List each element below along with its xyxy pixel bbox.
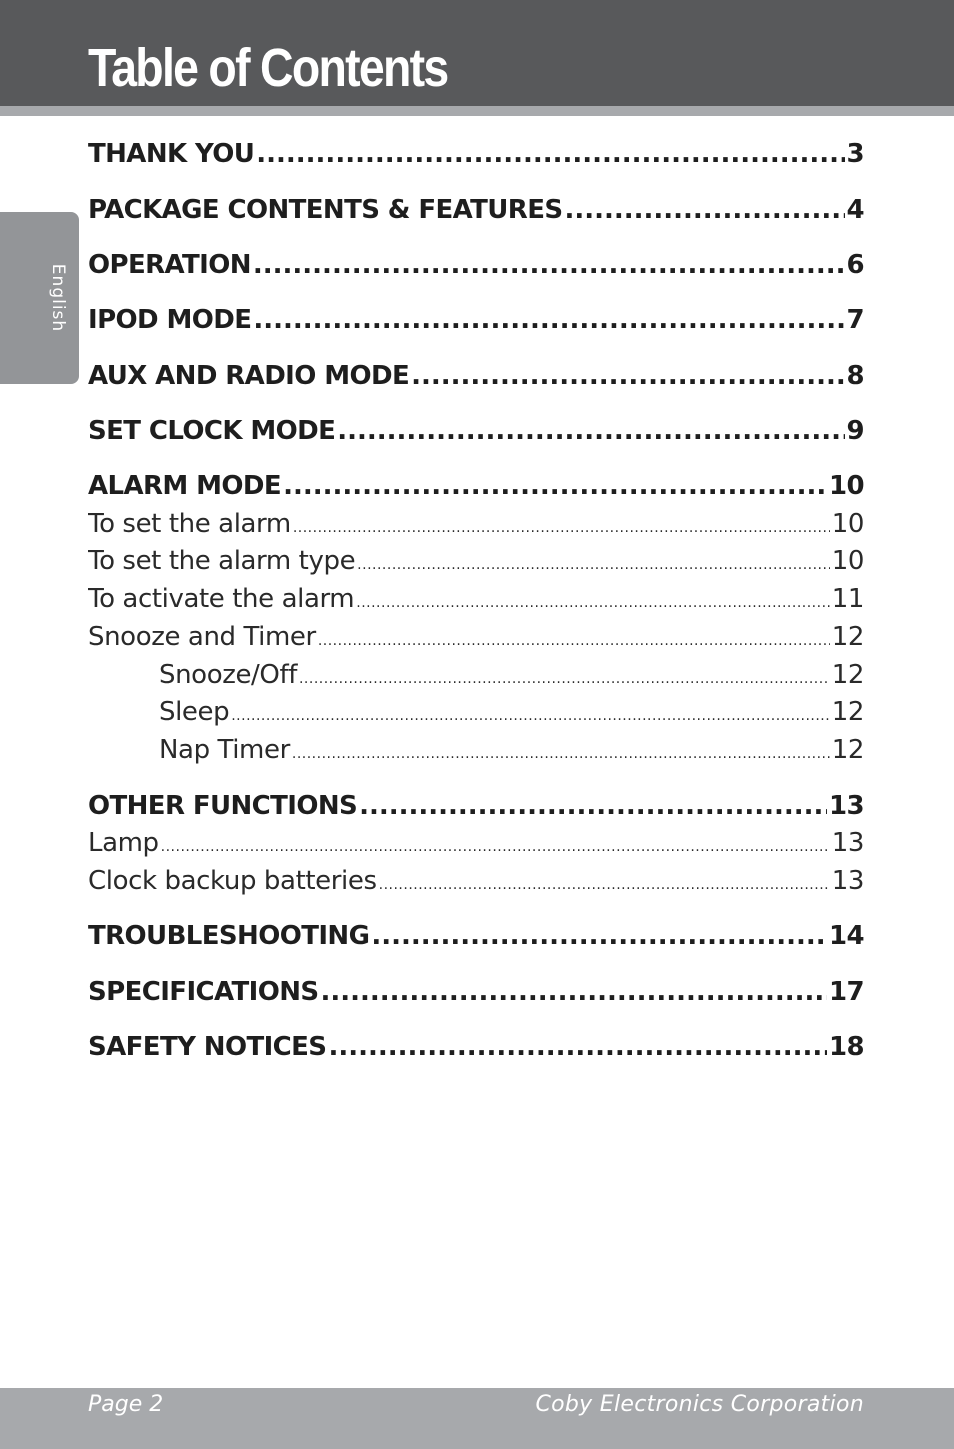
toc-entry-page: 11	[831, 584, 864, 614]
toc-entry-page: 18	[829, 1032, 864, 1062]
toc-entry-page: 4	[846, 195, 864, 225]
page-title: Table of Contents	[88, 38, 448, 98]
dot-leader	[359, 789, 827, 823]
dot-leader	[328, 1030, 827, 1064]
toc-subsubentry[interactable]	[159, 734, 864, 770]
toc-entry[interactable]	[88, 469, 864, 503]
toc-entry-page: 12	[831, 660, 864, 690]
toc-entry[interactable]	[88, 789, 864, 823]
dot-leader	[299, 663, 830, 695]
toc-entry[interactable]	[88, 414, 864, 448]
toc-entry-label: AUX AND RADIO MODE	[88, 361, 410, 391]
dot-leader	[337, 414, 844, 448]
dot-leader	[292, 738, 830, 770]
toc-entry-page: 10	[831, 546, 864, 576]
toc-entry-page: 3	[846, 139, 864, 169]
toc-entry-page: 8	[846, 361, 864, 391]
toc-entry[interactable]	[88, 248, 864, 282]
toc-entry-label: Clock backup batteries	[88, 866, 377, 896]
toc-entry-label: ALARM MODE	[88, 471, 282, 501]
toc-entry-page: 14	[829, 921, 864, 951]
toc-entry[interactable]	[88, 975, 864, 1009]
toc-subentry[interactable]	[88, 621, 864, 657]
toc-entry[interactable]	[88, 303, 864, 337]
toc-entry-page: 10	[831, 509, 864, 539]
dot-leader	[293, 512, 830, 544]
dot-leader	[321, 975, 828, 1009]
toc-entry-label: THANK YOU	[88, 139, 255, 169]
toc-subentry[interactable]	[88, 545, 864, 581]
toc-entry-label: OTHER FUNCTIONS	[88, 791, 358, 821]
toc-entry-page: 13	[831, 866, 864, 896]
toc-subentry[interactable]	[88, 583, 864, 619]
dot-leader	[371, 919, 827, 953]
toc-entry-page: 12	[831, 697, 864, 727]
dot-leader	[356, 587, 829, 619]
toc-entry-label: SPECIFICATIONS	[88, 977, 319, 1007]
dot-leader	[565, 193, 845, 227]
toc-entry-page: 13	[829, 791, 864, 821]
dot-leader	[379, 869, 830, 901]
toc-entry-page: 12	[831, 622, 864, 652]
company-name: Coby Electronics Corporation	[535, 1392, 864, 1417]
toc-entry-label: To set the alarm	[88, 509, 291, 539]
toc-entry[interactable]	[88, 193, 864, 227]
toc-entry-label: TROUBLESHOOTING	[88, 921, 370, 951]
toc-entry[interactable]	[88, 919, 864, 953]
toc-entry-page: 10	[829, 471, 864, 501]
dot-leader	[411, 359, 844, 393]
toc-entry-label: To activate the alarm	[88, 584, 355, 614]
toc-entry-label: OPERATION	[88, 250, 251, 280]
toc-subentry[interactable]	[88, 827, 864, 863]
toc-entry[interactable]	[88, 137, 864, 171]
dot-leader	[253, 248, 845, 282]
toc-entry-label: Snooze and Timer	[88, 622, 316, 652]
toc-entry-label: SET CLOCK MODE	[88, 416, 336, 446]
dot-leader	[231, 700, 829, 732]
toc-entry-label: PACKAGE CONTENTS & FEATURES	[88, 195, 563, 225]
dot-leader	[161, 831, 830, 863]
toc-entry-page: 12	[831, 735, 864, 765]
toc-entry-page: 17	[829, 977, 864, 1007]
toc-subsubentry[interactable]	[159, 696, 864, 732]
toc-entry-page: 13	[831, 828, 864, 858]
toc-entry-page: 7	[846, 305, 864, 335]
toc-entry-label: To set the alarm type	[88, 546, 356, 576]
toc-entry-page: 6	[846, 250, 864, 280]
toc-subsubentry[interactable]	[159, 659, 864, 695]
toc-entry-label: Lamp	[88, 828, 159, 858]
dot-leader	[256, 137, 844, 171]
toc-entry-label: Nap Timer	[159, 735, 290, 765]
dot-leader	[253, 303, 844, 337]
header-strip	[0, 106, 954, 116]
toc-entry-label: SAFETY NOTICES	[88, 1032, 327, 1062]
toc-entry[interactable]	[88, 359, 864, 393]
dot-leader	[318, 625, 830, 657]
language-label: English	[48, 263, 68, 333]
dot-leader	[283, 469, 827, 503]
toc-entry-label: Sleep	[159, 697, 230, 727]
toc-entry[interactable]	[88, 1030, 864, 1064]
toc-subentry[interactable]	[88, 508, 864, 544]
dot-leader	[357, 549, 830, 581]
toc-subentry[interactable]	[88, 865, 864, 901]
toc-entry-label: Snooze/Off	[159, 660, 297, 690]
page-number: Page 2	[88, 1392, 164, 1417]
toc-entry-label: IPOD MODE	[88, 305, 252, 335]
toc-entry-page: 9	[846, 416, 864, 446]
